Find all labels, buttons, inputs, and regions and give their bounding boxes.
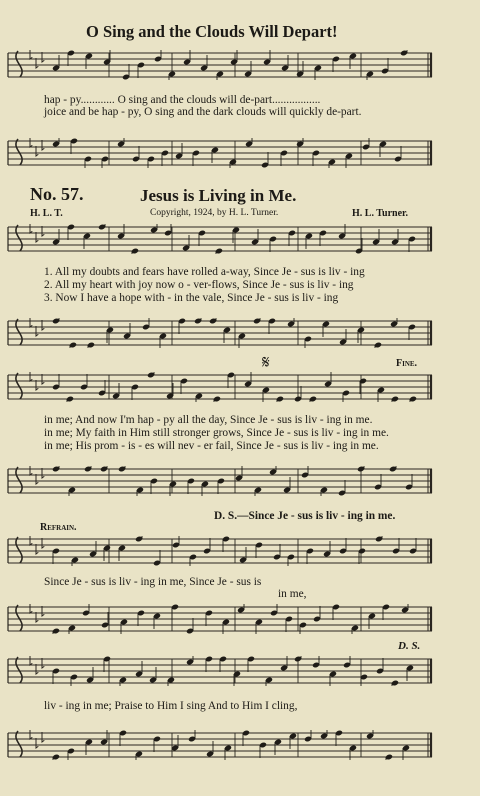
staff-refrain2-bass bbox=[6, 730, 434, 760]
refrain-lyrics-2: liv - ing in me; Praise to Him I sing And to Him I cling, bbox=[44, 700, 298, 712]
verse2-line-1: in me; And now I'm hap - py all the day, Since Je - sus is liv - ing in me. bbox=[44, 414, 373, 426]
verse2-line-3: in me; His prom - is - es will nev - er fail, Since Je - sus is liv - ing in me. bbox=[44, 440, 379, 452]
segno-sign: 𝄋 bbox=[262, 352, 270, 373]
top-hymn-lyric-line-1: hap - py............ O sing and the clouds will de-part................. bbox=[44, 94, 321, 106]
staff-lines bbox=[6, 224, 434, 254]
top-hymn-lyric-line-2: joice and be hap - py, O sing and the dark clouds will quickly de-part. bbox=[44, 106, 362, 118]
staff-lines bbox=[6, 730, 434, 760]
staff-refrain2-treble bbox=[6, 656, 434, 686]
credit-left: H. L. T. bbox=[30, 208, 63, 219]
staff-lines bbox=[6, 604, 434, 634]
staff-lines bbox=[6, 536, 434, 566]
staff-system2-treble bbox=[6, 372, 434, 402]
staff-lines bbox=[6, 138, 434, 168]
staff-lines bbox=[6, 466, 434, 496]
hymn-number: No. 57. bbox=[30, 184, 84, 204]
staff-lines bbox=[6, 656, 434, 686]
fine-marking: Fine. bbox=[396, 358, 418, 369]
staff-lines bbox=[6, 372, 434, 402]
staff-system2-bass bbox=[6, 466, 434, 496]
verse2-line-2: in me; My faith in Him still stronger grows, Since Je - sus is liv - ing in me. bbox=[44, 427, 389, 439]
staff-top-bass bbox=[6, 138, 434, 168]
refrain-label: Refrain. bbox=[40, 522, 77, 533]
staff-lines bbox=[6, 50, 434, 80]
staff-system1-treble bbox=[6, 224, 434, 254]
refrain-lyrics-1: Since Je - sus is liv - ing in me, Since Je - sus is bbox=[44, 576, 262, 588]
ds-line: D. S.—Since Je - sus is liv - ing in me. bbox=[214, 510, 396, 522]
staff-refrain1-treble bbox=[6, 536, 434, 566]
verse1-line-1: 1. All my doubts and fears have rolled a-way, Since Je - sus is liv - ing bbox=[44, 266, 365, 278]
staff-refrain1-bass bbox=[6, 604, 434, 634]
verse1-line-2: 2. All my heart with joy now o - ver-flows, Since Je - sus is liv - ing bbox=[44, 279, 354, 291]
staff-top-treble bbox=[6, 50, 434, 80]
top-hymn-title: O Sing and the Clouds Will Depart! bbox=[86, 22, 338, 41]
credit-right: H. L. Turner. bbox=[352, 208, 409, 219]
verse1-line-3: 3. Now I have a hope with - in the vale, Since Je - sus is liv - ing bbox=[44, 292, 339, 304]
staff-system1-bass bbox=[6, 318, 434, 348]
hymn-title: Jesus is Living in Me. bbox=[140, 186, 297, 205]
staff-lines bbox=[6, 318, 434, 348]
refrain-lyrics-1-alt: in me, bbox=[278, 588, 307, 600]
ds-mark: D. S. bbox=[398, 640, 421, 652]
copyright-notice: Copyright, 1924, by H. L. Turner. bbox=[150, 208, 279, 218]
